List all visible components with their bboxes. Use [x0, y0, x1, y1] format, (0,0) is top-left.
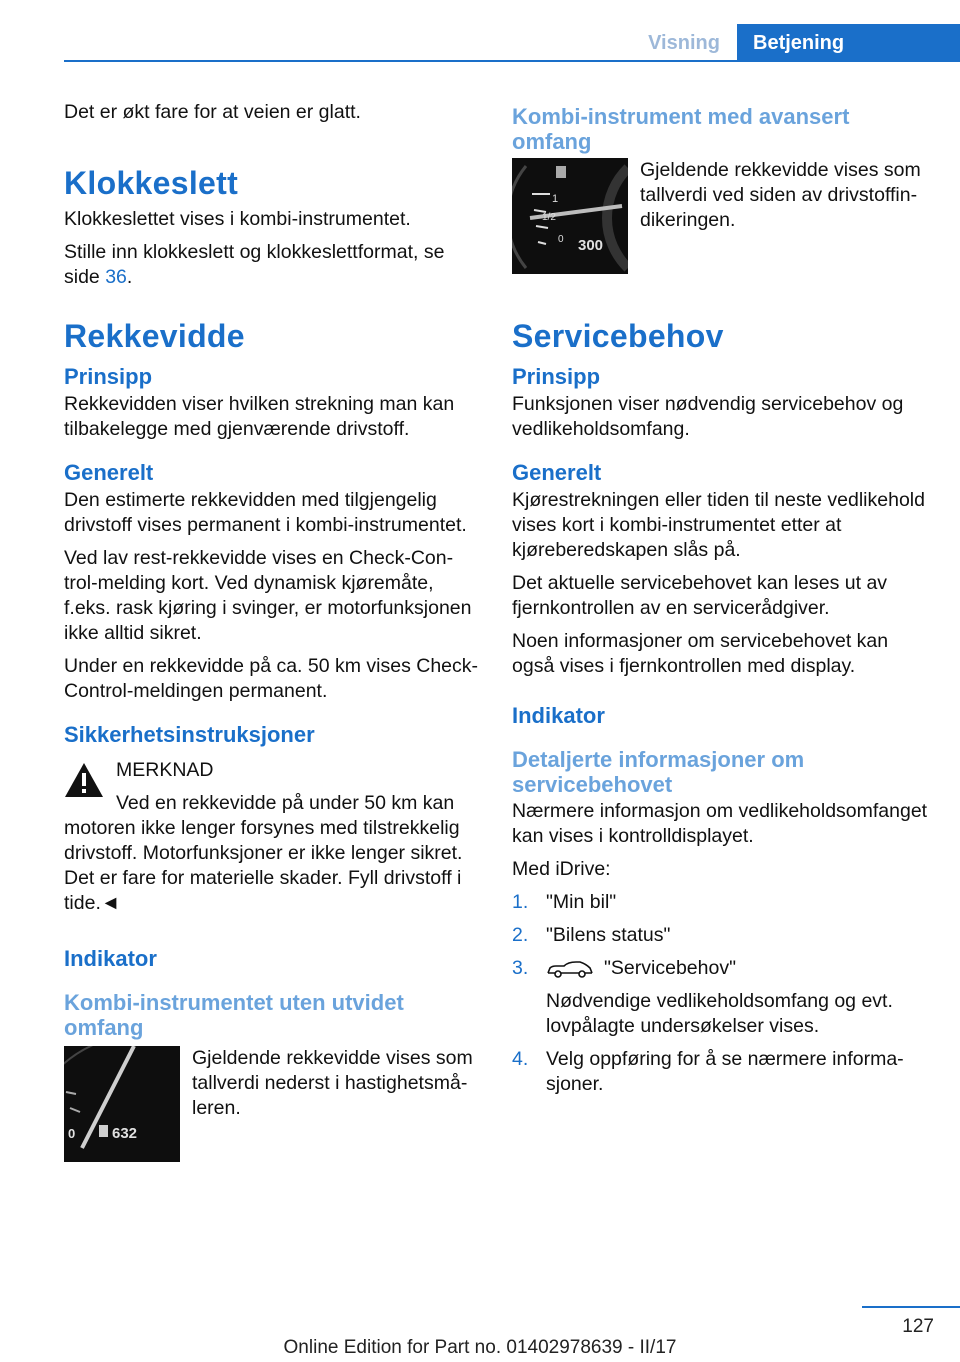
warning-block: [64, 758, 480, 916]
prinsipp-text: Rekkevidden viser hvilken strekning man kan tilbakelegge med gjenværende drivstoff.: [64, 393, 455, 440]
generelt-text-2: Ved lav rest-rekkevidde vises en Check-Control-melding kort. Ved dynamisk kjøremåte, f.eks. rask kjøring i svinger, er motorfunksjonen ikke alltid sikret.: [64, 547, 472, 644]
idrive-text: Med iDrive:: [512, 858, 611, 880]
step-3-sub: Nødvendige vedlikeholdsomfang og evt. lovpålagte undersøkelser vises.: [546, 990, 893, 1037]
left-column: [64, 100, 480, 1162]
heading-detaljerte: Detaljerte informasjoner om servicebehovet: [512, 747, 805, 797]
tab-betjening[interactable]: Betjening: [737, 24, 960, 62]
warning-label: MERKNAD: [116, 759, 214, 781]
step-3: [512, 956, 928, 1039]
step-4: [512, 1047, 928, 1097]
warning-triangle-icon: [64, 762, 104, 798]
right-column: [512, 100, 928, 1105]
step-number: 1.: [512, 891, 529, 913]
klokkeslett-text-2: [64, 240, 480, 290]
heading-sikkerhet: Sikkerhetsinstruksjoner: [64, 722, 315, 747]
header-rule: [64, 60, 960, 62]
speedometer-image: [64, 1046, 180, 1162]
klokkeslett-text-2-before: Stille inn klokkeslett og klokkeslettformat, se side: [64, 241, 445, 288]
range-value-632: 632: [112, 1125, 138, 1142]
service-generelt-text-2: Det aktuelle servicebehovet kan leses ut av fjernkontrollen av en servicerådgiver.: [512, 572, 888, 619]
heading-generelt: Generelt: [64, 460, 154, 485]
heading-indikator-left: Indikator: [64, 946, 157, 971]
generelt-text-3: Under en rekkevidde på ca. 50 km vises Check-Control-meldingen permanent.: [64, 655, 479, 702]
step-number: 4.: [512, 1048, 529, 1070]
service-prinsipp-text: Funksjonen viser nødvendig servicebehov og vedlikeholdsomfang.: [512, 393, 904, 440]
step-text: "Servicebehov": [604, 957, 736, 979]
speedometer-graphic: [64, 1046, 180, 1162]
klokkeslett-text-1: Klokkeslettet vises i kombi-instrumentet.: [64, 208, 411, 230]
warning-text: motoren ikke lenger forsynes med tilstrekkelig drivstoff. Motorfunksjoner er ikke lenger sikret. Det er fare for materielle skader. Fyll drivstoff i tide.◄: [64, 817, 463, 914]
fuel-gauge-graphic: [512, 158, 628, 274]
heading-kombi-uten: Kombi-instrumentet uten utvidet omfang: [64, 990, 404, 1040]
tab-visning[interactable]: Visning: [648, 31, 720, 54]
heading-prinsipp-right: Prinsipp: [512, 364, 601, 389]
service-generelt-text-1: Kjørestrekningen eller tiden til neste vedlikehold vises kort i kombi-instrumentet etter at kjøreberedskapen slås på.: [512, 489, 925, 561]
intro-text: Det er økt fare for at veien er glatt.: [64, 101, 361, 123]
warning-lead: Ved en rekkevidde på under 50 km kan: [116, 792, 455, 814]
step-text: Velg oppføring for å se nærmere informasjoner.: [546, 1048, 904, 1095]
step-text: "Min bil": [546, 891, 617, 913]
figure-row-kombi-avansert: [512, 158, 928, 274]
speedometer-zero: 0: [68, 1126, 76, 1141]
generelt-text-1: Den estimerte rekkevidden med tilgjengelig drivstoff vises permanent i kombi-instrumentet.: [64, 489, 467, 536]
heading-rekkevidde: Rekkevidde: [64, 318, 245, 354]
step-number: 3.: [512, 957, 529, 979]
gauge-half: 1/2: [542, 212, 556, 223]
car-icon: [546, 960, 594, 978]
step-2: [512, 923, 928, 948]
gauge-zero: 0: [558, 234, 564, 245]
idrive-steps: [512, 890, 928, 1097]
kombi-avansert-text: Gjeldende rekkevidde vises som tallverdi ved siden av drivstoffindikeringen.: [640, 159, 921, 231]
heading-kombi-avansert: Kombi-instrument med avansert omfang: [512, 104, 850, 154]
fuel-gauge-image: [512, 158, 628, 274]
detaljerte-text: Nærmere informasjon om vedlikeholdsomfanget kan vises i kontrolldisplayet.: [512, 800, 928, 847]
step-text: "Bilens status": [546, 924, 671, 946]
heading-klokkeslett: Klokkeslett: [64, 165, 239, 201]
step-1: [512, 890, 928, 915]
klokkeslett-text-2-after: .: [126, 266, 133, 288]
heading-servicebehov: Servicebehov: [512, 318, 724, 354]
step-number: 2.: [512, 924, 529, 946]
page-link-36[interactable]: 36: [105, 266, 127, 288]
kombi-uten-text: Gjeldende rekkevidde vises som tallverdi nederst i hastighetsmåleren.: [192, 1047, 473, 1119]
range-value-300: 300: [578, 237, 604, 254]
edition-footer: Online Edition for Part no. 01402978639 - II/17: [283, 1337, 677, 1358]
figure-row-kombi-uten: [64, 1046, 480, 1162]
heading-generelt-right: Generelt: [512, 460, 602, 485]
footer-rule: [862, 1306, 960, 1308]
gauge-one: 1: [552, 193, 559, 205]
heading-indikator-right: Indikator: [512, 703, 605, 728]
page-number: 127: [902, 1316, 934, 1337]
service-generelt-text-3: Noen informasjoner om servicebehovet kan også vises i fjernkontrollen med display.: [512, 630, 889, 677]
heading-prinsipp: Prinsipp: [64, 364, 153, 389]
